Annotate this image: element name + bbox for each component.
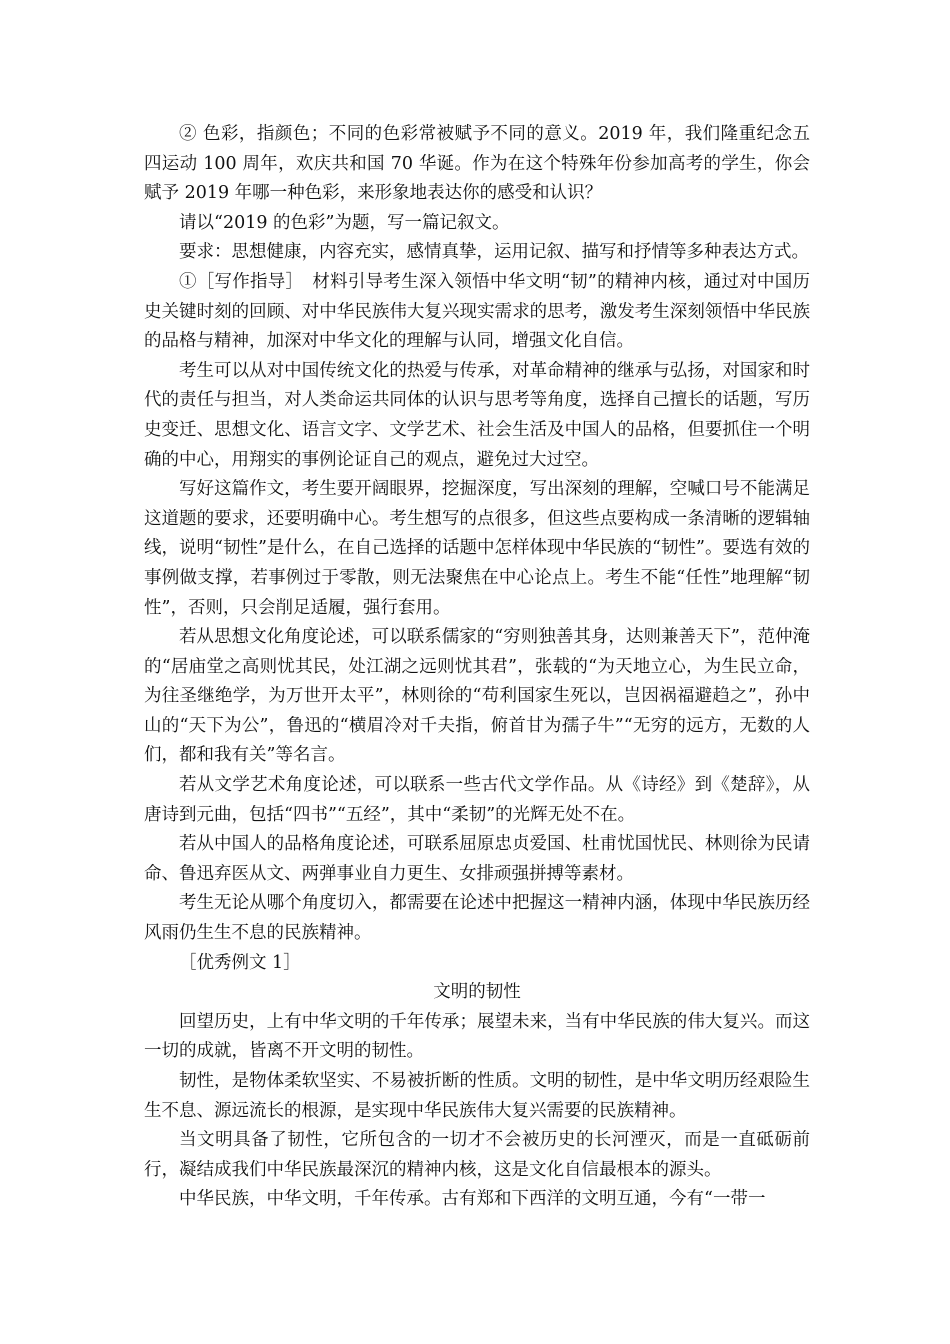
guidance-paragraph-3: 写好这篇作文，考生要开阔眼界，挖掘深度，写出深刻的理解，空喊口号不能满足这道题的要求，还要明确中心。考生想写的点很多，但这些点要构成一条清晰的逻辑轴线，说明“韧性”是什么，在自己选择的话题中怎样体现中华民族的“韧性”。要选有效的事例做支撑，若事例过于零散，则无法聚焦在中心论点上。考生不能“任性”地理解“韧性”，否则，只会削足适履，强行套用。 xyxy=(144,479,810,618)
essay-paragraph-4: 中华民族，中华文明，千年传承。古有郑和下西洋的文明互通，今有“一带一 xyxy=(179,1189,766,1210)
prompt-paragraph-2: 请以“2019 的色彩”为题，写一篇记叙文。 xyxy=(179,212,510,233)
guidance-paragraph-5: 若从文学艺术角度论述，可以联系一些古代文学作品。从《诗经》到《楚辞》，从唐诗到元曲，包括“四书”“五经”，其中“柔韧”的光辉无处不在。 xyxy=(144,775,810,825)
essay-label: ［优秀例文 1］ xyxy=(179,952,301,973)
prompt-requirements: 要求：思想健康，内容充实，感情真挚，运用记叙、描写和抒情等多种表达方式。 xyxy=(179,242,809,263)
guidance-paragraph-1: ①［写作指导］ 材料引导考生深入领悟中华文明“韧”的精神内核，通过对中国历史关键时刻的回顾、对中华民族伟大复兴现实需求的思考，激发考生深刻领悟中华民族的品格与精神，加深对中华文化的理解与认同，增强文化自信。 xyxy=(144,271,810,352)
prompt-paragraph-1: ② 色彩，指颜色；不同的色彩常被赋予不同的意义。2019 年，我们隆重纪念五四运动 100 周年，欢庆共和国 70 华诞。作为在这个特殊年份参加高考的学生，你会赋予 2019 年哪一种色彩，来形象地表达你的感受和认识？ xyxy=(144,124,810,204)
essay-paragraph-3: 当文明具备了韧性，它所包含的一切才不会被历史的长河湮灭，而是一直砥砺前行，凝结成我们中华民族最深沉的精神内核，这是文化自信最根本的源头。 xyxy=(144,1130,810,1180)
guidance-paragraph-7: 考生无论从哪个角度切入，都需要在论述中把握这一精神内涵，体现中华民族历经风雨仍生生不息的民族精神。 xyxy=(144,893,810,944)
guidance-paragraph-6: 若从中国人的品格角度论述，可联系屈原忠贞爱国、杜甫忧国忧民、林则徐为民请命、鲁迅弃医从文、两弹事业自力更生、女排顽强拼搏等素材。 xyxy=(144,834,810,884)
essay-title: 文明的韧性 xyxy=(433,982,521,1003)
essay-paragraph-1: 回望历史，上有中华文明的千年传承；展望未来，当有中华民族的伟大复兴。而这一切的成就，皆离不开文明的韧性。 xyxy=(144,1011,810,1062)
essay-paragraph-2: 韧性，是物体柔软坚实、不易被折断的性质。文明的韧性，是中华文明历经艰险生生不息、源远流长的根源，是实现中华民族伟大复兴需要的民族精神。 xyxy=(144,1071,810,1121)
document-page xyxy=(144,120,810,1215)
guidance-paragraph-2: 考生可以从对中国传统文化的热爱与传承，对革命精神的继承与弘扬，对国家和时代的责任与担当，对人类命运共同体的认识与思考等角度，选择自己擅长的话题，写历史变迁、思想文化、语言文字、文学艺术、社会生活及中国人的品格，但要抓住一个明确的中心，用翔实的事例论证自己的观点，避免过大过空。 xyxy=(144,360,810,470)
guidance-paragraph-4: 若从思想文化角度论述，可以联系儒家的“穷则独善其身，达则兼善天下”，范仲淹的“居庙堂之高则忧其民，处江湖之远则忧其君”，张载的“为天地立心，为生民立命，为往圣继绝学，为万世开太平”，林则徐的“苟利国家生死以，岂因祸福避趋之”，孙中山的“天下为公”，鲁迅的“横眉冷对千夫指，俯首甘为孺子牛”“无穷的远方，无数的人们，都和我有关”等名言。 xyxy=(144,627,810,766)
